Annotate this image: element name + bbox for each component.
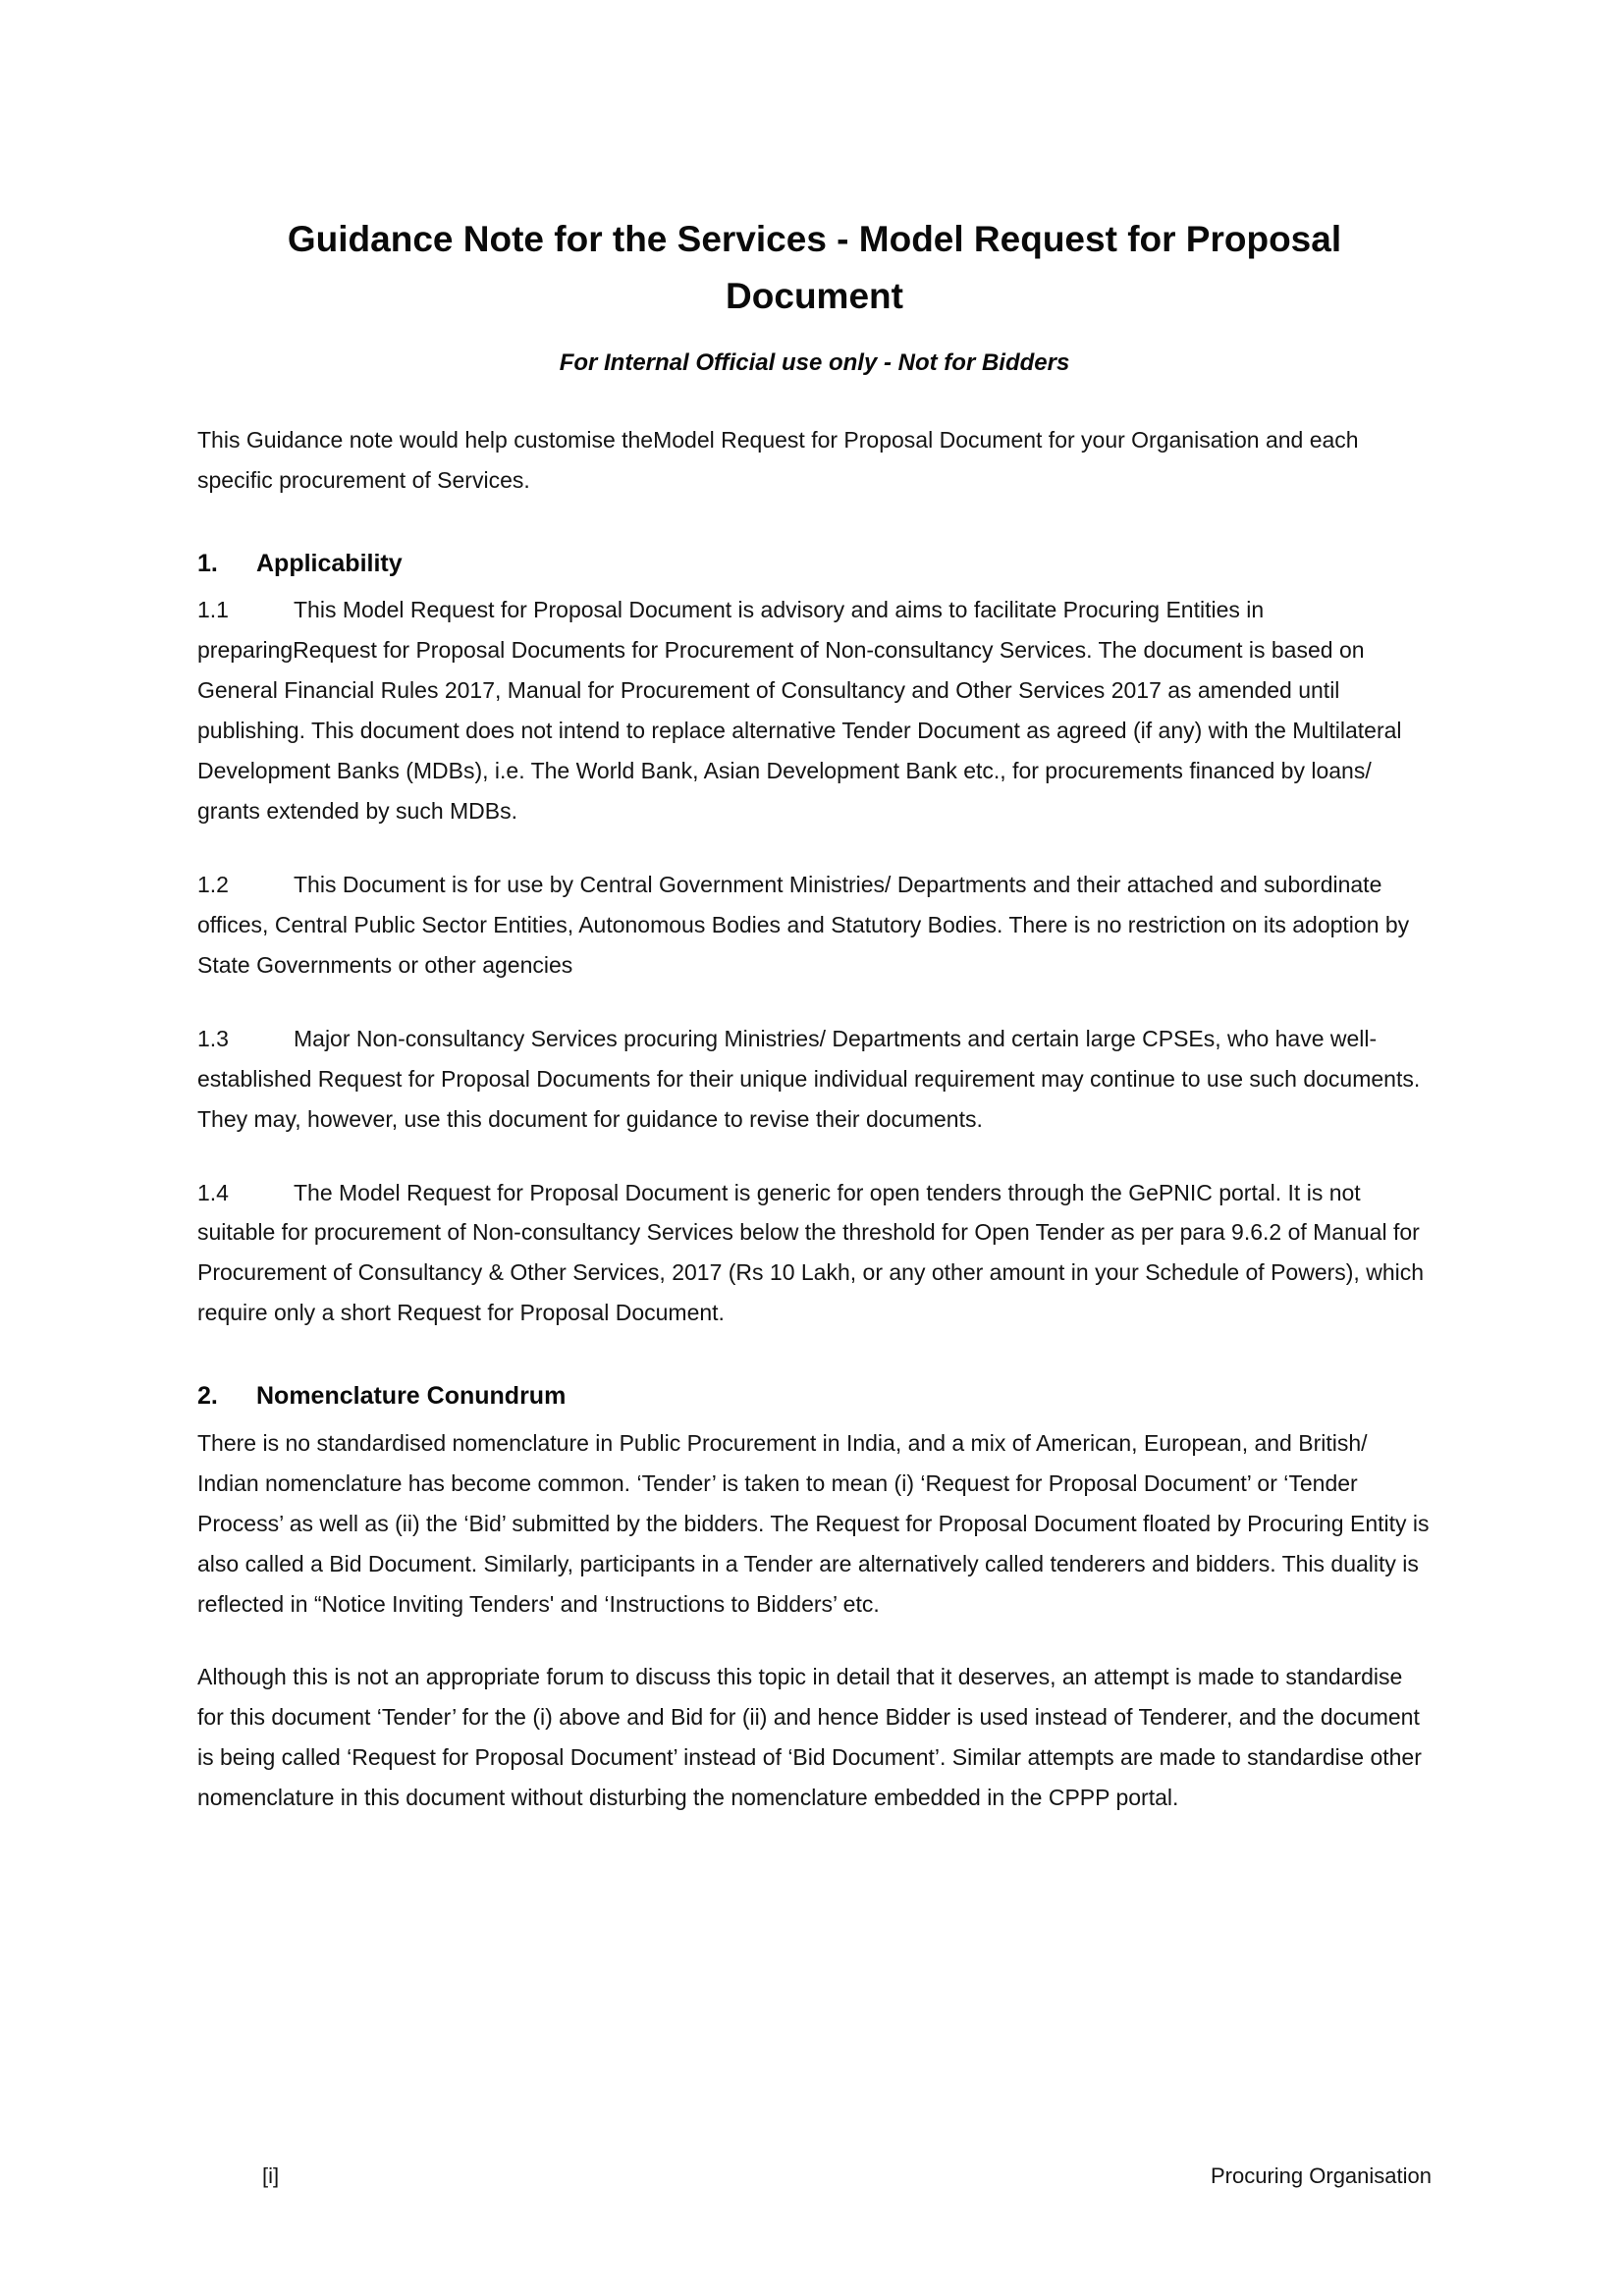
footer-text: Procuring Organisation xyxy=(1210,2163,1432,2188)
paragraph-1-2-text: This Document is for use by Central Government Ministries/ Departments and their attached and subordinate offices, Central Public Sector Entities, Autonomous Bodies and Statutory Bodies. There is no restriction on its adoption by State Governments or other agencies xyxy=(197,871,1410,978)
section-1-heading xyxy=(197,546,1432,583)
paragraph-1-4-number: 1.4 xyxy=(197,1179,229,1205)
page-footer xyxy=(197,2162,1432,2192)
paragraph-2-1 xyxy=(197,1423,1432,1625)
paragraph-2-1-text: There is no standardised nomenclature in Public Procurement in India, and a mix of American, European, and British/ Indian nomenclature has become common. ‘Tender’ is taken to mean (i) ‘Request for Proposal Document’ or ‘Tender Process’ as well as (ii) the ‘Bid’ submitted by the bidders. The Request for Proposal Document floated by Procuring Entity is also called a Bid Document. Similarly, participants in a Tender are alternatively called tenderers and bidders. This duality is reflected in “Notice Inviting Tenders' and ‘Instructions to Bidders’ etc. xyxy=(197,1429,1430,1617)
page-title: Guidance Note for the Services - Model Request for Proposal Document xyxy=(287,219,1342,317)
paragraph-1-2-number: 1.2 xyxy=(197,871,229,897)
paragraph-1-3 xyxy=(197,1019,1432,1140)
paragraph-1-3-number: 1.3 xyxy=(197,1025,229,1051)
paragraph-1-1-number: 1.1 xyxy=(197,597,229,623)
paragraph-1-3-text: Major Non-consultancy Services procuring Ministries/ Departments and certain large CPSEs, who have well-established Request for Proposal Documents for their unique individual requirement may continue to use such documents. They may, however, use this document for guidance to revise their documents. xyxy=(197,1025,1421,1132)
section-1-number: 1. xyxy=(197,549,218,577)
paragraph-1-4 xyxy=(197,1173,1432,1334)
paragraph-2-2 xyxy=(197,1657,1432,1818)
paragraph-1-4-text: The Model Request for Proposal Document is generic for open tenders through the GePNIC portal. It is not suitable for procurement of Non-consultancy Services below the threshold for Open Tender as per para 9.6.2 of Manual for Procurement of Consultancy & Other Services, 2017 (Rs 10 Lakh, or any other amount in your Schedule of Powers), which require only a short Request for Proposal Document. xyxy=(197,1179,1425,1326)
section-2-number: 2. xyxy=(197,1382,218,1411)
subtitle: For Internal Official use only - Not for Bidders xyxy=(559,348,1070,376)
paragraph-1-1 xyxy=(197,590,1432,831)
section-2-title: Nomenclature Conundrum xyxy=(256,1382,567,1411)
paragraph-2-2-text: Although this is not an appropriate forum to discuss this topic in detail that it deserves, an attempt is made to standardise for this document ‘Tender’ for the (i) above and Bid for (ii) and hence Bidder is used instead of Tenderer, and the document is being called ‘Request for Proposal Document’ instead of ‘Bid Document’. Similar attempts are made to standardise other nomenclature in this document without disturbing the nomenclature embedded in the CPPP portal. xyxy=(197,1664,1422,1811)
paragraph-1-1-text: This Model Request for Proposal Document is advisory and aims to facilitate Procuring Entities in preparingRequest for Proposal Documents for Procurement of Non-consultancy Services. The document is based on General Financial Rules 2017, Manual for Procurement of Consultancy and Other Services 2017 as amended until publishing. This document does not intend to replace alternative Tender Document as agreed (if any) with the Multilateral Development Banks (MDBs), i.e. The World Bank, Asian Development Bank etc., for procurements financed by loans/ grants extended by such MDBs. xyxy=(197,597,1402,824)
section-1-title: Applicability xyxy=(256,549,403,577)
intro-paragraph: This Guidance note would help customise theModel Request for Proposal Document for your Organisation and each specific procurement of Services. xyxy=(197,426,1359,493)
section-2-heading xyxy=(197,1378,1432,1415)
footer-page-number: [i] xyxy=(262,2163,280,2188)
paragraph-1-2 xyxy=(197,865,1432,986)
